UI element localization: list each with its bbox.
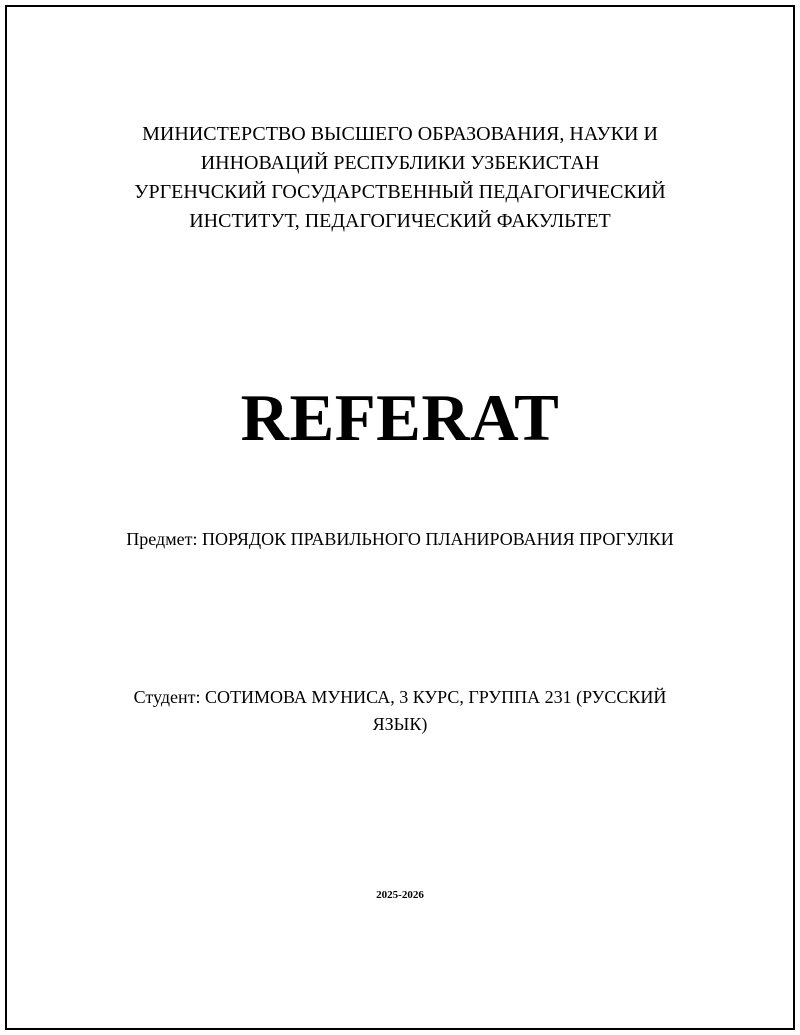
- subject-label: Предмет:: [126, 529, 198, 549]
- academic-year: 2025-2026: [376, 889, 424, 901]
- institution-header: [60, 120, 740, 236]
- student-label: Студент:: [133, 687, 201, 707]
- header-line: УРГЕНЧСКИЙ ГОСУДАРСТВЕННЫЙ ПЕДАГОГИЧЕСКИЙ: [134, 181, 666, 203]
- subject-line: [60, 526, 740, 552]
- header-line: ИННОВАЦИЙ РЕСПУБЛИКИ УЗБЕКИСТАН: [200, 152, 600, 174]
- student-line: [110, 684, 690, 738]
- student-value: СОТИМОВА МУНИСА, 3 КУРС, ГРУППА 231 (РУССКИЙ ЯЗЫК): [205, 687, 667, 734]
- document-title: REFERAT: [240, 381, 560, 455]
- subject-value: ПОРЯДОК ПРАВИЛЬНОГО ПЛАНИРОВАНИЯ ПРОГУЛКИ: [201, 529, 674, 549]
- header-line: МИНИСТЕРСТВО ВЫСШЕГО ОБРАЗОВАНИЯ, НАУКИ И: [142, 123, 658, 145]
- header-line: ИНСТИТУТ, ПЕДАГОГИЧЕСКИЙ ФАКУЛЬТЕТ: [189, 210, 611, 232]
